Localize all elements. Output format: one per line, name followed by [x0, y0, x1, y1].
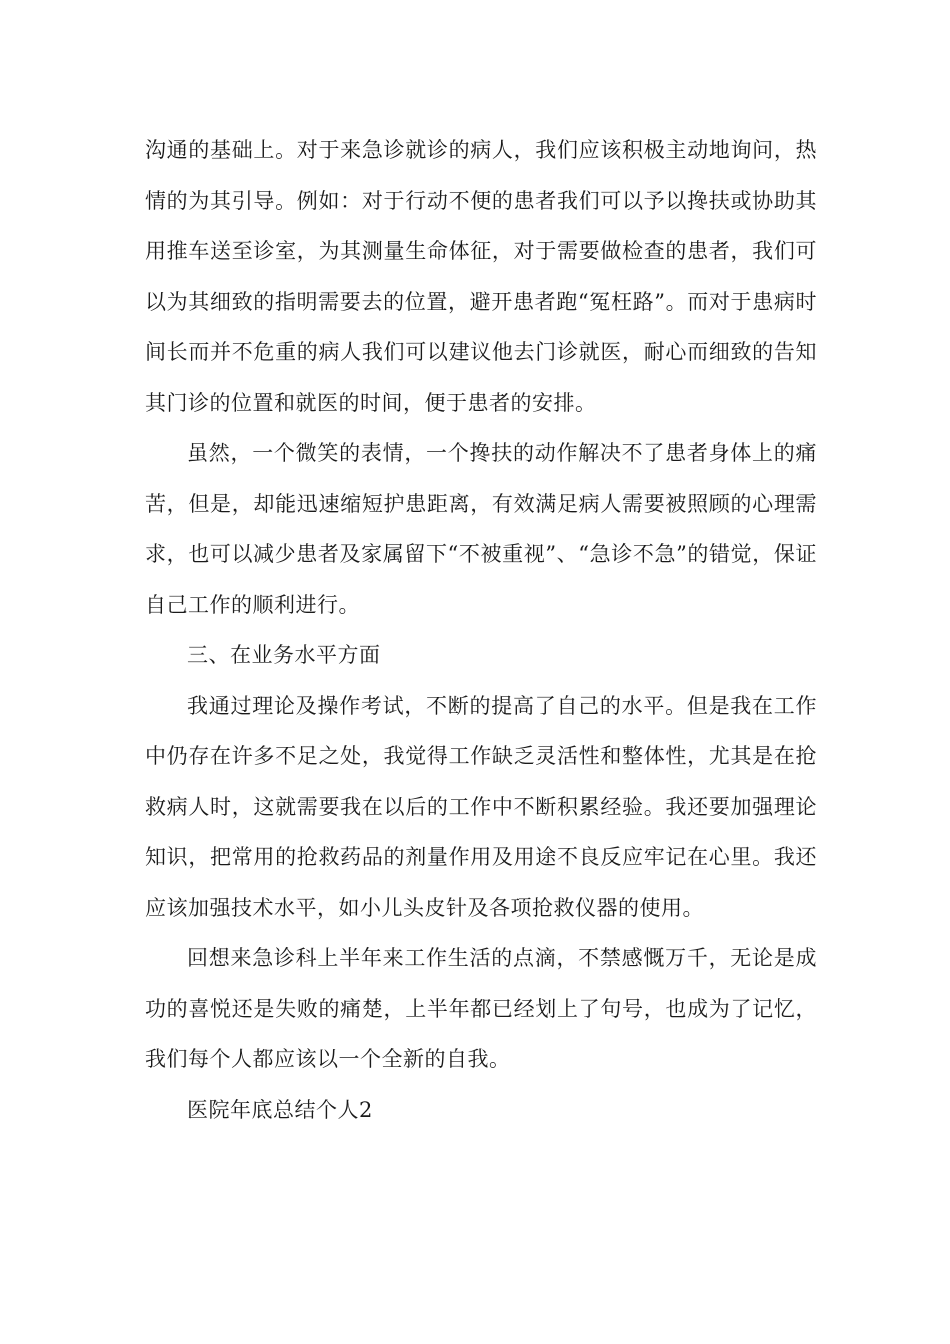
paragraph-continuation: 沟通的基础上。对于来急诊就诊的病人，我们应该积极主动地询问，热情的为其引导。例如：对于行动不便的患者我们可以予以搀扶或协助其用推车送至诊室，为其测量生命体征，对于需要做检查的患者，我们可以为其细致的指明需要去的位置，避开患者跑“冤枉路”。而对于患病时间长而并不危重的病人我们可以建议他去门诊就医，耐心而细致的告知其门诊的位置和就医的时间，便于患者的安排。 [145, 138, 817, 415]
next-article-title: 医院年底总结个人2 [187, 1097, 373, 1122]
section-heading-business-level: 三、在业务水平方面 [187, 643, 381, 667]
paragraph-exam: 我通过理论及操作考试，不断的提高了自己的水平。但是我在工作中仍存在许多不足之处，我觉得工作缺乏灵活性和整体性，尤其是在抢救病人时，这就需要我在以后的工作中不断积累经验。我还要加强理论知识，把常用的抢救药品的剂量作用及用途不良反应牢记在心里。我还应该加强技术水平，如小儿头皮针及各项抢救仪器的使用。 [145, 693, 817, 920]
paragraph-smile: 虽然，一个微笑的表情，一个搀扶的动作解决不了患者身体上的痛苦，但是，却能迅速缩短护患距离，有效满足病人需要被照顾的心理需求，也可以减少患者及家属留下“不被重视”、“急诊不急”的错觉，保证自己工作的顺利进行。 [145, 441, 817, 617]
paragraph-reflection: 回想来急诊科上半年来工作生活的点滴，不禁感慨万千，无论是成功的喜悦还是失败的痛楚，上半年都已经划上了句号，也成为了记忆，我们每个人都应该以一个全新的自我。 [145, 946, 817, 1071]
document-body [145, 125, 817, 1135]
